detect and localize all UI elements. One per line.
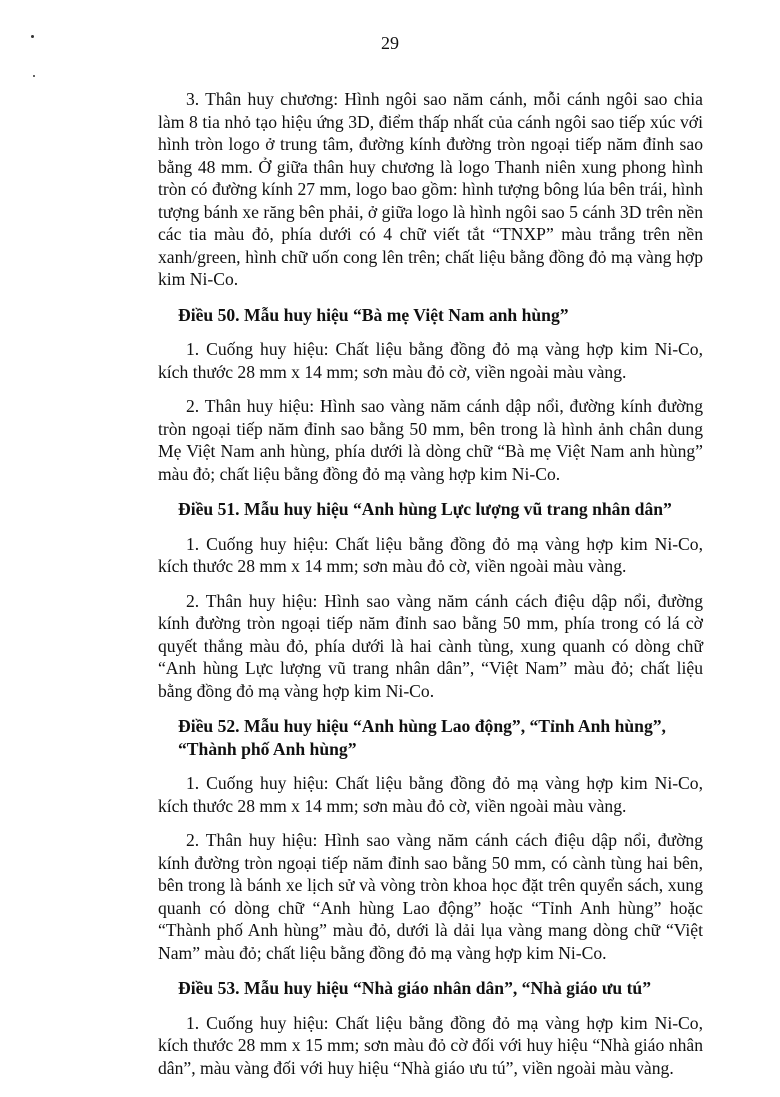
paragraph: 2. Thân huy hiệu: Hình sao vàng năm cánh cách điệu dập nổi, đường kính đường tròn ngoại tiếp năm đỉnh sao bằng 50 mm, có cành tùng hai bên, bên trong là bánh xe lịch sử và vòng tròn khoa học đặt trên quyển sách, xung quanh có dòng chữ “Anh hùng Lao động” hoặc “Tỉnh Anh hùng” hoặc “Thành phố Anh hùng” màu đỏ, dưới là dải lụa vàng mang dòng chữ “Việt Nam” màu đỏ; chất liệu bằng đồng đỏ mạ vàng hợp kim Ni-Co. bbox=[158, 830, 703, 963]
document-body bbox=[158, 88, 703, 1079]
article-heading: Điều 50. Mẫu huy hiệu “Bà mẹ Việt Nam anh hùng” bbox=[178, 304, 569, 325]
scan-speck bbox=[33, 75, 35, 77]
paragraph: 1. Cuống huy hiệu: Chất liệu bằng đồng đỏ mạ vàng hợp kim Ni-Co, kích thước 28 mm x 14 mm; sơn màu đỏ cờ, viền ngoài màu vàng. bbox=[158, 533, 703, 576]
paragraph: 1. Cuống huy hiệu: Chất liệu bằng đồng đỏ mạ vàng hợp kim Ni-Co, kích thước 28 mm x 15 mm; sơn màu đỏ cờ đối với huy hiệu “Nhà giáo nhân dân”, màu vàng đối với huy hiệu “Nhà giáo ưu tú”, viền ngoài màu vàng. bbox=[158, 1012, 703, 1078]
paragraph: 1. Cuống huy hiệu: Chất liệu bằng đồng đỏ mạ vàng hợp kim Ni-Co, kích thước 28 mm x 14 mm; sơn màu đỏ cờ, viền ngoài màu vàng. bbox=[158, 339, 703, 382]
page-number: 29 bbox=[381, 33, 399, 53]
paragraph: 1. Cuống huy hiệu: Chất liệu bằng đồng đỏ mạ vàng hợp kim Ni-Co, kích thước 28 mm x 14 mm; sơn màu đỏ cờ, viền ngoài màu vàng. bbox=[158, 773, 703, 816]
article-heading: Điều 51. Mẫu huy hiệu “Anh hùng Lực lượng vũ trang nhân dân” bbox=[178, 499, 672, 519]
article-heading: Điều 52. Mẫu huy hiệu “Anh hùng Lao động”, “Tỉnh Anh hùng”, “Thành phố Anh hùng” bbox=[178, 716, 666, 759]
paragraph: 3. Thân huy chương: Hình ngôi sao năm cánh, mỗi cánh ngôi sao chia làm 8 tia nhỏ tạo hiệu ứng 3D, điểm thấp nhất của cánh ngôi sao tiếp xúc với hình tròn logo ở trung tâm, đường kính đường tròn ngoại tiếp năm đỉnh sao bằng 48 mm. Ở giữa thân huy chương là logo Thanh niên xung phong hình tròn có đường kính 27 mm, logo bao gồm: hình tượng bông lúa bên trái, hình tượng bánh xe răng bên phải, ở giữa logo là hình ngôi sao 5 cánh 3D trên nền các tia màu đỏ, phía dưới có 4 chữ viết tắt “TNXP” màu trắng trên nền xanh/green, hình chữ uốn cong lên trên; chất liệu bằng đồng đỏ mạ vàng hợp kim Ni-Co. bbox=[158, 89, 703, 289]
paragraph: 2. Thân huy hiệu: Hình sao vàng năm cánh dập nổi, đường kính đường tròn ngoại tiếp năm đỉnh sao bằng 50 mm, bên trong là hình ảnh chân dung Mẹ Việt Nam anh hùng, phía dưới là dòng chữ “Bà mẹ Việt Nam anh hùng” màu đỏ; chất liệu bằng đồng đỏ mạ vàng hợp kim Ni-Co. bbox=[158, 396, 703, 484]
paragraph: 2. Thân huy hiệu: Hình sao vàng năm cánh cách điệu dập nổi, đường kính đường tròn ngoại tiếp năm đỉnh sao bằng 50 mm, phía trong có lá cờ quyết thắng màu đỏ, phía dưới là hai cành tùng, xung quanh có dòng chữ “Anh hùng Lực lượng vũ trang nhân dân”, “Việt Nam” màu đỏ; chất liệu bằng đồng đỏ mạ vàng hợp kim Ni-Co. bbox=[158, 590, 703, 701]
article-heading: Điều 53. Mẫu huy hiệu “Nhà giáo nhân dân”, “Nhà giáo ưu tú” bbox=[178, 978, 652, 998]
